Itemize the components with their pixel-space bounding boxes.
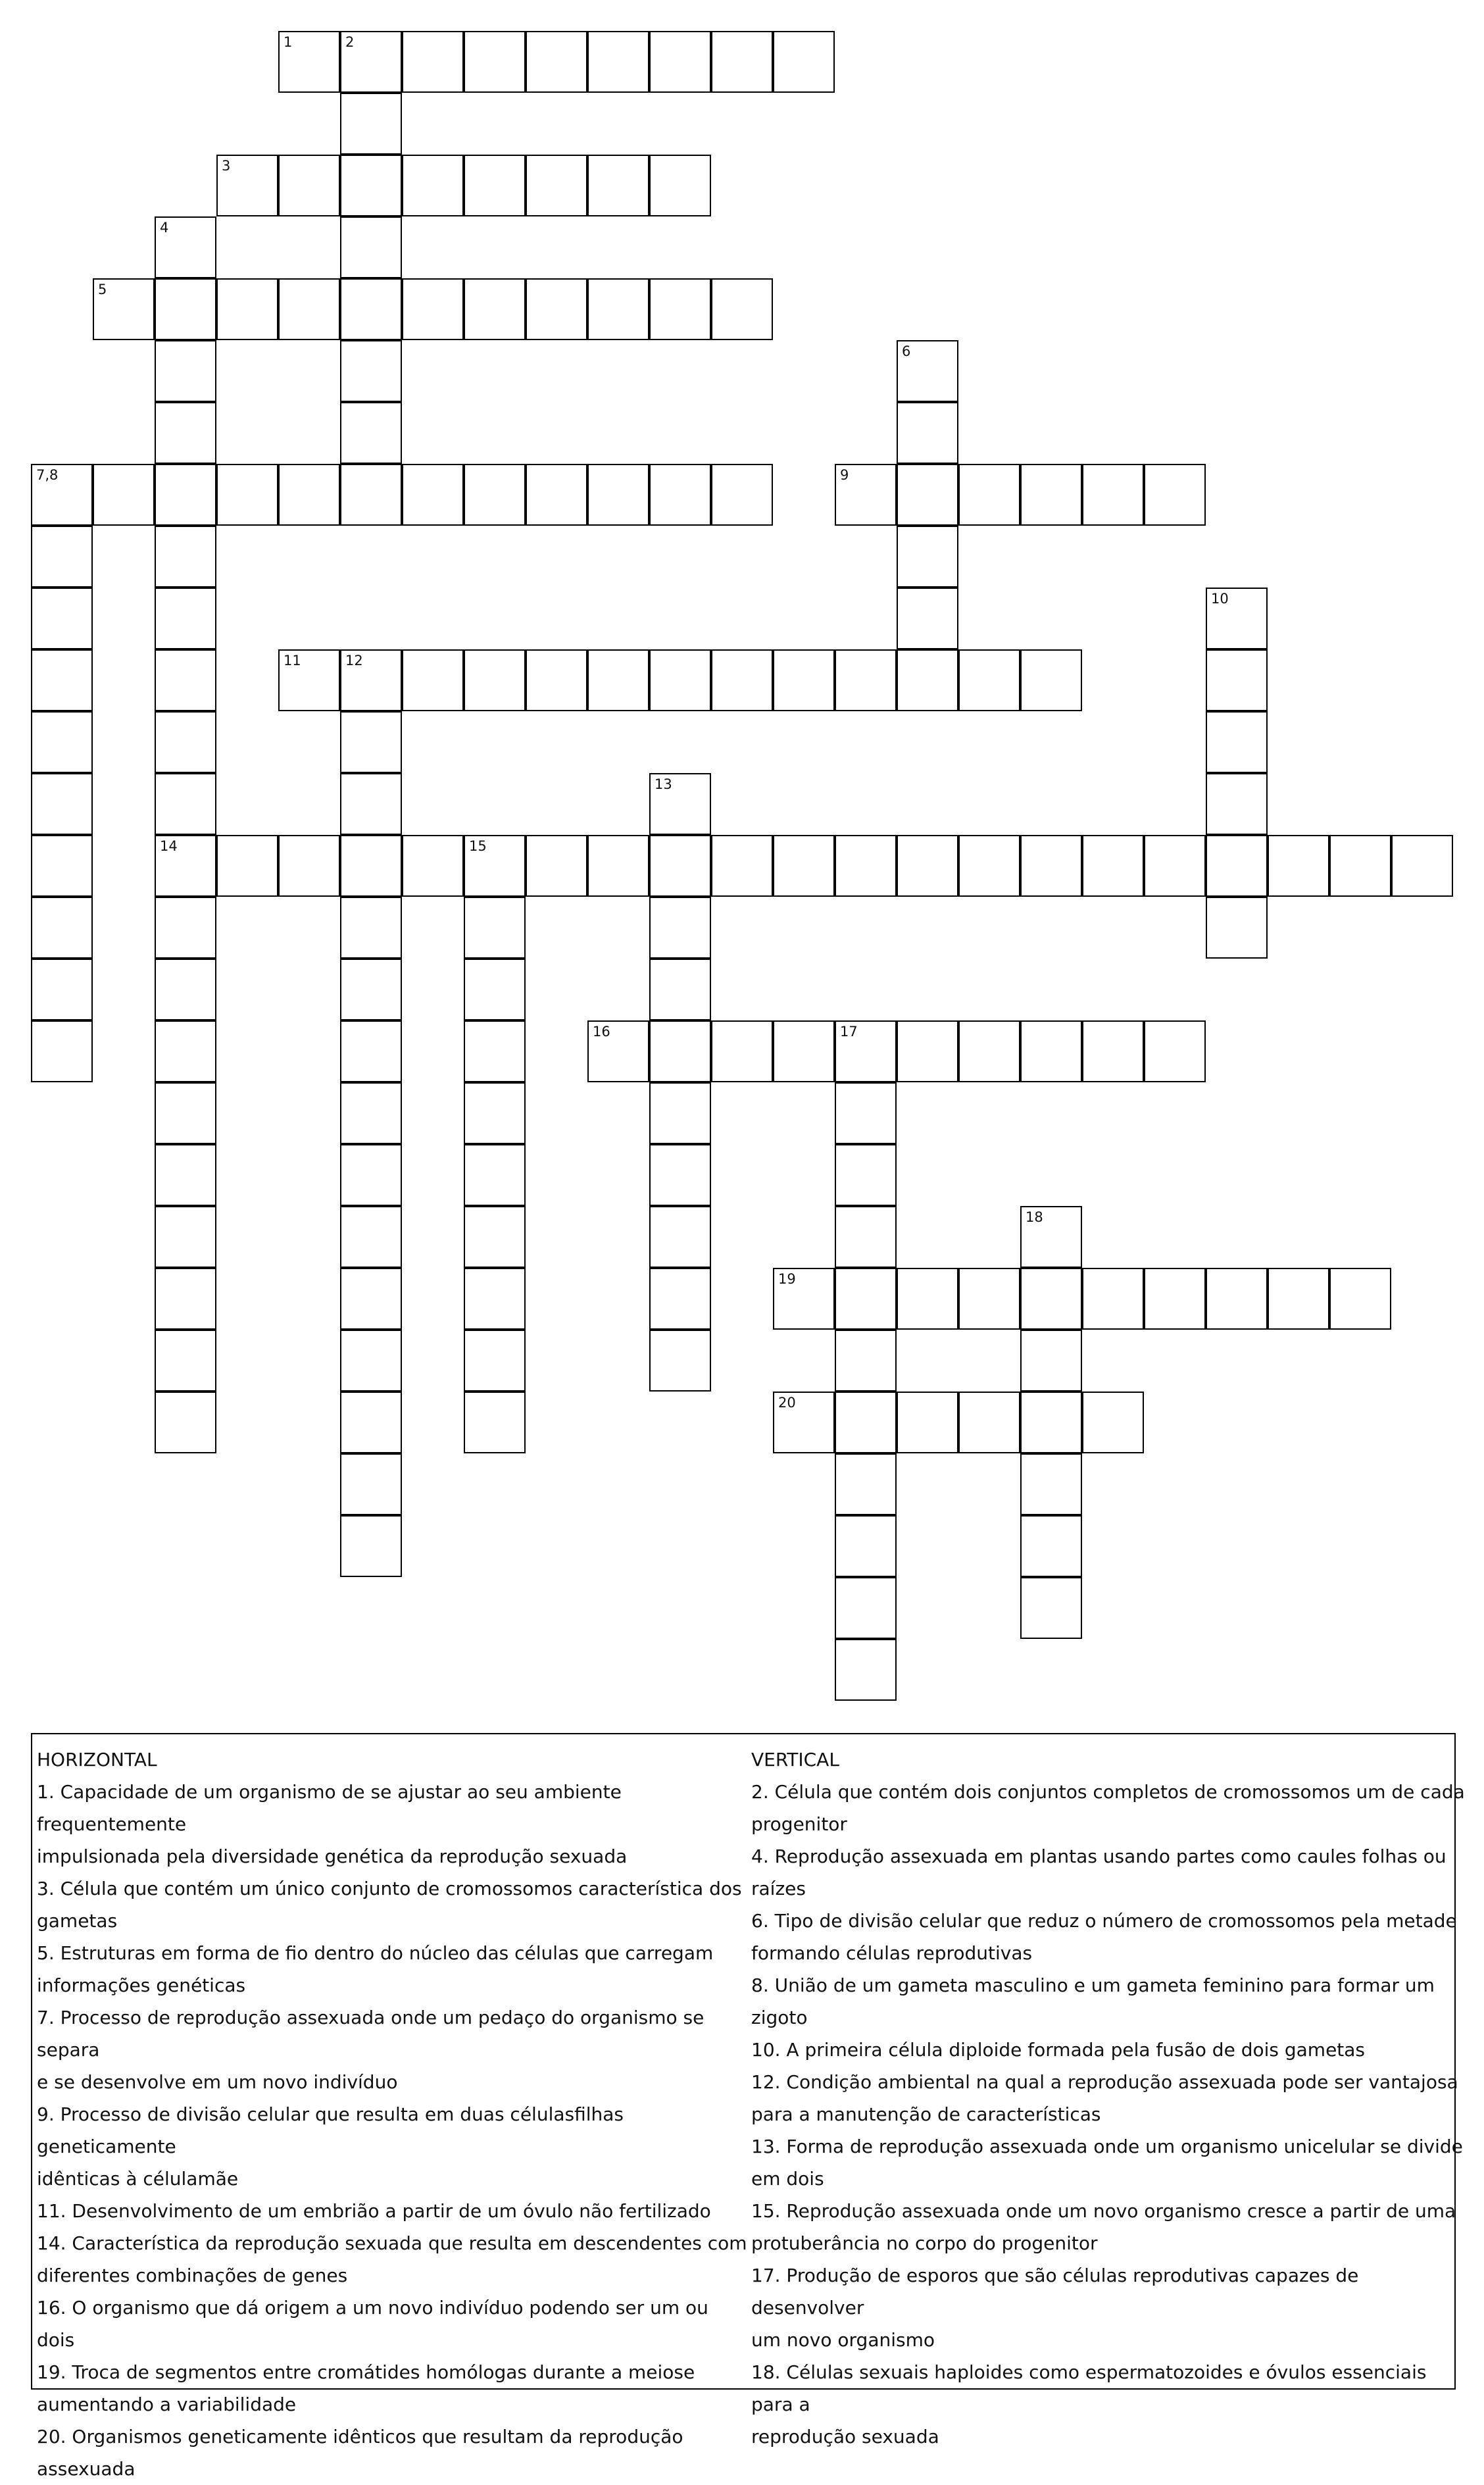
grid-cell[interactable] bbox=[464, 835, 526, 897]
clue-line: 10. A primeira célula diploide formada pela fusão de dois gametas bbox=[751, 2039, 1366, 2061]
grid-cell[interactable] bbox=[340, 959, 402, 1020]
clue-line: 12. Condição ambiental na qual a reprodução assexuada pode ser vantajosa bbox=[751, 2071, 1458, 2093]
clue-line: 13. Forma de reprodução assexuada onde um organismo unicelular se divide bbox=[751, 2136, 1463, 2157]
grid-cell[interactable] bbox=[897, 340, 958, 402]
clue-number: 16 bbox=[593, 1024, 610, 1040]
grid-cell[interactable] bbox=[31, 588, 93, 649]
grid-cell[interactable] bbox=[711, 464, 773, 526]
grid-cell[interactable] bbox=[835, 835, 897, 897]
grid-cell[interactable] bbox=[402, 464, 464, 526]
grid-cell[interactable] bbox=[1082, 1268, 1144, 1330]
grid-cell[interactable] bbox=[587, 835, 649, 897]
grid-cell[interactable] bbox=[216, 464, 278, 526]
grid-cell[interactable] bbox=[31, 711, 93, 773]
grid-cell[interactable] bbox=[1206, 773, 1268, 835]
grid-cell[interactable] bbox=[897, 1020, 958, 1082]
grid-cell[interactable] bbox=[958, 464, 1020, 526]
grid-cell[interactable] bbox=[1020, 649, 1082, 711]
grid-cell[interactable] bbox=[155, 464, 216, 526]
grid-cell[interactable] bbox=[31, 649, 93, 711]
grid-cell[interactable] bbox=[155, 526, 216, 588]
grid-cell[interactable] bbox=[31, 897, 93, 959]
grid-cell[interactable] bbox=[1020, 1020, 1082, 1082]
clue-number: 17 bbox=[840, 1024, 858, 1040]
grid-cell[interactable] bbox=[649, 835, 711, 897]
grid-cell[interactable] bbox=[1020, 1330, 1082, 1392]
grid-cell[interactable] bbox=[402, 31, 464, 93]
grid-cell[interactable] bbox=[340, 773, 402, 835]
grid-cell[interactable] bbox=[340, 1144, 402, 1206]
grid-cell[interactable] bbox=[835, 1515, 897, 1577]
clue-number: 18 bbox=[1026, 1209, 1043, 1225]
horizontal-clue-list bbox=[37, 1776, 751, 2485]
grid-cell[interactable] bbox=[958, 1020, 1020, 1082]
clue-line: protuberância no corpo do progenitor bbox=[751, 2232, 1098, 2254]
grid-cell[interactable] bbox=[340, 93, 402, 155]
grid-cell[interactable] bbox=[835, 1392, 897, 1453]
grid-cell[interactable] bbox=[340, 1515, 402, 1577]
clue-number: 14 bbox=[160, 838, 178, 854]
grid-cell[interactable] bbox=[464, 31, 526, 93]
grid-cell[interactable] bbox=[155, 773, 216, 835]
grid-cell[interactable] bbox=[1020, 1206, 1082, 1268]
grid-cell[interactable] bbox=[464, 1268, 526, 1330]
grid-cell[interactable] bbox=[1144, 835, 1206, 897]
grid-cell[interactable] bbox=[464, 464, 526, 526]
clue-line: idênticas à célulamãe bbox=[37, 2168, 239, 2190]
grid-cell[interactable] bbox=[958, 649, 1020, 711]
clue-number: 9 bbox=[840, 467, 849, 483]
clue-line: informações genéticas bbox=[37, 1974, 246, 1996]
grid-cell[interactable] bbox=[464, 897, 526, 959]
grid-cell[interactable] bbox=[464, 1020, 526, 1082]
clue-line: reprodução sexuada bbox=[751, 2426, 939, 2447]
clue-line: 2. Célula que contém dois conjuntos completos de cromossomos um de cada bbox=[751, 1781, 1465, 1803]
grid-cell[interactable] bbox=[958, 1268, 1020, 1330]
clue-line: 9. Processo de divisão celular que resulta em duas célulasfilhas geneticamente bbox=[37, 2103, 624, 2157]
grid-cell[interactable] bbox=[155, 1020, 216, 1082]
grid-cell[interactable] bbox=[1144, 1268, 1206, 1330]
clue-number: 13 bbox=[655, 776, 672, 792]
grid-cell[interactable] bbox=[1020, 1453, 1082, 1515]
clue-line: em dois bbox=[751, 2168, 824, 2190]
grid-cell[interactable] bbox=[649, 649, 711, 711]
grid-cell[interactable] bbox=[526, 31, 587, 93]
grid-cell[interactable] bbox=[958, 835, 1020, 897]
grid-cell[interactable] bbox=[402, 278, 464, 340]
grid-cell[interactable] bbox=[31, 959, 93, 1020]
grid-cell[interactable] bbox=[711, 649, 773, 711]
grid-cell[interactable] bbox=[835, 1330, 897, 1392]
grid-cell[interactable] bbox=[464, 1206, 526, 1268]
clue-number: 6 bbox=[902, 343, 911, 359]
clue-line: um novo organismo bbox=[751, 2329, 935, 2351]
grid-cell[interactable] bbox=[897, 835, 958, 897]
grid-cell[interactable] bbox=[587, 31, 649, 93]
grid-cell[interactable] bbox=[773, 649, 835, 711]
grid-cell[interactable] bbox=[526, 155, 587, 216]
grid-cell[interactable] bbox=[340, 402, 402, 464]
grid-cell[interactable] bbox=[587, 649, 649, 711]
grid-cell[interactable] bbox=[1082, 835, 1144, 897]
grid-cell[interactable] bbox=[278, 464, 340, 526]
clue-number: 1 bbox=[284, 34, 293, 50]
grid-cell[interactable] bbox=[773, 31, 835, 93]
grid-cell[interactable] bbox=[1020, 1392, 1082, 1453]
grid-cell[interactable] bbox=[649, 1082, 711, 1144]
grid-cell[interactable] bbox=[897, 526, 958, 588]
grid-cell[interactable] bbox=[278, 835, 340, 897]
grid-cell[interactable] bbox=[464, 1082, 526, 1144]
grid-cell[interactable] bbox=[1020, 1268, 1082, 1330]
clue-line: 4. Reprodução assexuada em plantas usando partes como caules folhas ou bbox=[751, 1845, 1447, 1867]
grid-cell[interactable] bbox=[464, 1392, 526, 1453]
clue-line: 7. Processo de reprodução assexuada onde um pedaço do organismo se separa bbox=[37, 2007, 705, 2061]
vertical-clue-list bbox=[751, 1776, 1465, 2453]
clue-line: 8. União de um gameta masculino e um gameta feminino para formar um zigoto bbox=[751, 1974, 1435, 2028]
clues-box bbox=[31, 1733, 1465, 2480]
grid-cell[interactable] bbox=[649, 31, 711, 93]
grid-cell[interactable] bbox=[1206, 711, 1268, 773]
grid-cell[interactable] bbox=[835, 649, 897, 711]
grid-cell[interactable] bbox=[711, 1020, 773, 1082]
grid-cell[interactable] bbox=[1268, 1268, 1329, 1330]
clue-line: assexuada bbox=[37, 2458, 136, 2480]
grid-cell[interactable] bbox=[155, 959, 216, 1020]
grid-cell[interactable] bbox=[155, 1082, 216, 1144]
grid-cell[interactable] bbox=[1268, 835, 1329, 897]
clue-line: 15. Reprodução assexuada onde um novo organismo cresce a partir de uma bbox=[751, 2200, 1456, 2222]
horizontal-heading: HORIZONTAL bbox=[37, 1749, 157, 1770]
grid-cell[interactable] bbox=[155, 216, 216, 278]
grid-cell[interactable] bbox=[31, 773, 93, 835]
vertical-clues bbox=[751, 1744, 1465, 2453]
grid-cell[interactable] bbox=[1020, 1515, 1082, 1577]
clue-line: progenitor bbox=[751, 1813, 847, 1835]
grid-cell[interactable] bbox=[340, 1206, 402, 1268]
vertical-heading: VERTICAL bbox=[751, 1749, 839, 1770]
grid-cell[interactable] bbox=[1206, 897, 1268, 959]
grid-cell[interactable] bbox=[402, 649, 464, 711]
grid-cell[interactable] bbox=[1391, 835, 1453, 897]
grid-cell[interactable] bbox=[464, 1144, 526, 1206]
clue-line: impulsionada pela diversidade genética da reprodução sexuada bbox=[37, 1845, 628, 1867]
grid-cell[interactable] bbox=[1082, 1020, 1144, 1082]
grid-cell[interactable] bbox=[835, 1082, 897, 1144]
clue-line: 20. Organismos geneticamente idênticos que resultam da reprodução bbox=[37, 2426, 683, 2447]
grid-cell[interactable] bbox=[340, 1330, 402, 1392]
clue-line: 6. Tipo de divisão celular que reduz o número de cromossomos pela metade bbox=[751, 1910, 1457, 1932]
grid-cell[interactable] bbox=[587, 155, 649, 216]
grid-cell[interactable] bbox=[773, 1268, 835, 1330]
clue-number: 5 bbox=[98, 282, 107, 297]
grid-cell[interactable] bbox=[155, 1206, 216, 1268]
grid-cell[interactable] bbox=[1020, 464, 1082, 526]
clue-number: 20 bbox=[778, 1395, 796, 1411]
clue-line: 11. Desenvolvimento de um embrião a partir de um óvulo não fertilizado bbox=[37, 2200, 711, 2222]
grid-cell[interactable] bbox=[649, 959, 711, 1020]
grid-cell[interactable] bbox=[340, 464, 402, 526]
clue-number: 3 bbox=[222, 158, 231, 174]
grid-cell[interactable] bbox=[835, 464, 897, 526]
grid-cell[interactable] bbox=[340, 711, 402, 773]
grid-cell[interactable] bbox=[649, 897, 711, 959]
grid-cell[interactable] bbox=[464, 155, 526, 216]
grid-cell[interactable] bbox=[1020, 1577, 1082, 1639]
grid-cell[interactable] bbox=[835, 1020, 897, 1082]
grid-cell[interactable] bbox=[835, 1268, 897, 1330]
grid-cell[interactable] bbox=[340, 155, 402, 216]
grid-cell[interactable] bbox=[1082, 1392, 1144, 1453]
grid-cell[interactable] bbox=[897, 464, 958, 526]
clue-line: 3. Célula que contém um único conjunto de cromossomos característica dos bbox=[37, 1878, 742, 1899]
grid-cell[interactable] bbox=[216, 278, 278, 340]
clue-line: para a manutenção de características bbox=[751, 2103, 1101, 2125]
grid-cell[interactable] bbox=[835, 1453, 897, 1515]
grid-cell[interactable] bbox=[278, 31, 340, 93]
grid-cell[interactable] bbox=[340, 1020, 402, 1082]
grid-cell[interactable] bbox=[649, 278, 711, 340]
grid-cell[interactable] bbox=[897, 1268, 958, 1330]
grid-cell[interactable] bbox=[93, 278, 155, 340]
grid-cell[interactable] bbox=[464, 649, 526, 711]
grid-cell[interactable] bbox=[340, 278, 402, 340]
grid-cell[interactable] bbox=[711, 278, 773, 340]
grid-cell[interactable] bbox=[31, 835, 93, 897]
grid-cell[interactable] bbox=[216, 835, 278, 897]
clue-line: gametas bbox=[37, 1910, 118, 1932]
grid-cell[interactable] bbox=[526, 464, 587, 526]
grid-cell[interactable] bbox=[773, 1392, 835, 1453]
grid-cell[interactable] bbox=[402, 835, 464, 897]
grid-cell[interactable] bbox=[31, 464, 93, 526]
grid-cell[interactable] bbox=[649, 155, 711, 216]
grid-cell[interactable] bbox=[1144, 464, 1206, 526]
grid-cell[interactable] bbox=[155, 1330, 216, 1392]
grid-cell[interactable] bbox=[340, 897, 402, 959]
grid-cell[interactable] bbox=[155, 402, 216, 464]
grid-cell[interactable] bbox=[711, 835, 773, 897]
clue-line: aumentando a variabilidade bbox=[37, 2394, 297, 2415]
horizontal-clues bbox=[37, 1744, 751, 2485]
grid-cell[interactable] bbox=[897, 402, 958, 464]
grid-cell[interactable] bbox=[464, 278, 526, 340]
clue-line: 18. Células sexuais haploides como espermatozoides e óvulos essenciais para a bbox=[751, 2361, 1427, 2415]
grid-cell[interactable] bbox=[526, 835, 587, 897]
grid-cell[interactable] bbox=[216, 155, 278, 216]
grid-cell[interactable] bbox=[340, 340, 402, 402]
grid-cell[interactable] bbox=[1020, 835, 1082, 897]
grid-cell[interactable] bbox=[1329, 1268, 1391, 1330]
grid-cell[interactable] bbox=[773, 835, 835, 897]
grid-cell[interactable] bbox=[278, 278, 340, 340]
grid-cell[interactable] bbox=[1206, 835, 1268, 897]
grid-cell[interactable] bbox=[649, 1144, 711, 1206]
clue-line: 19. Troca de segmentos entre cromátides homólogas durante a meiose bbox=[37, 2361, 695, 2383]
grid-cell[interactable] bbox=[155, 340, 216, 402]
clue-line: 16. O organismo que dá origem a um novo indivíduo podendo ser um ou dois bbox=[37, 2297, 708, 2351]
grid-cell[interactable] bbox=[340, 649, 402, 711]
clue-number: 2 bbox=[345, 34, 355, 50]
grid-cell[interactable] bbox=[340, 31, 402, 93]
grid-cell[interactable] bbox=[1082, 464, 1144, 526]
grid-cell[interactable] bbox=[1206, 588, 1268, 649]
grid-cell[interactable] bbox=[587, 278, 649, 340]
grid-cell[interactable] bbox=[340, 1268, 402, 1330]
grid-cell[interactable] bbox=[897, 588, 958, 649]
grid-cell[interactable] bbox=[897, 1392, 958, 1453]
grid-cell[interactable] bbox=[402, 155, 464, 216]
clue-line: e se desenvolve em um novo indivíduo bbox=[37, 2071, 398, 2093]
grid-cell[interactable] bbox=[835, 1639, 897, 1701]
grid-cell[interactable] bbox=[1206, 649, 1268, 711]
grid-cell[interactable] bbox=[649, 1268, 711, 1330]
grid-cell[interactable] bbox=[711, 31, 773, 93]
grid-cell[interactable] bbox=[526, 278, 587, 340]
clue-number: 11 bbox=[284, 653, 301, 668]
clue-number: 12 bbox=[345, 653, 363, 668]
grid-cell[interactable] bbox=[958, 1392, 1020, 1453]
clue-number: 10 bbox=[1211, 591, 1229, 607]
grid-cell[interactable] bbox=[773, 1020, 835, 1082]
grid-cell[interactable] bbox=[897, 649, 958, 711]
clue-line: 1. Capacidade de um organismo de se ajustar ao seu ambiente frequentemente bbox=[37, 1781, 622, 1835]
grid-cell[interactable] bbox=[1206, 1268, 1268, 1330]
grid-cell[interactable] bbox=[649, 464, 711, 526]
grid-cell[interactable] bbox=[587, 464, 649, 526]
grid-cell[interactable] bbox=[340, 1453, 402, 1515]
grid-cell[interactable] bbox=[155, 835, 216, 897]
grid-cell[interactable] bbox=[340, 216, 402, 278]
grid-cell[interactable] bbox=[464, 959, 526, 1020]
clue-number: 4 bbox=[160, 220, 169, 236]
grid-cell[interactable] bbox=[31, 1020, 93, 1082]
grid-cell[interactable] bbox=[155, 588, 216, 649]
clue-number: 7,8 bbox=[36, 467, 59, 483]
grid-cell[interactable] bbox=[649, 1330, 711, 1392]
grid-cell[interactable] bbox=[526, 649, 587, 711]
grid-cell[interactable] bbox=[649, 773, 711, 835]
grid-cell[interactable] bbox=[835, 1577, 897, 1639]
clue-line: 14. Característica da reprodução sexuada que resulta em descendentes com bbox=[37, 2232, 747, 2254]
grid-cell[interactable] bbox=[93, 464, 155, 526]
grid-cell[interactable] bbox=[340, 835, 402, 897]
grid-cell[interactable] bbox=[155, 1144, 216, 1206]
clue-line: raízes bbox=[751, 1878, 806, 1899]
clue-number: 19 bbox=[778, 1271, 796, 1287]
clue-line: diferentes combinações de genes bbox=[37, 2265, 348, 2286]
grid-cell[interactable] bbox=[1144, 1020, 1206, 1082]
clue-line: formando células reprodutivas bbox=[751, 1942, 1033, 1964]
grid-cell[interactable] bbox=[278, 649, 340, 711]
grid-cell[interactable] bbox=[835, 1144, 897, 1206]
grid-cell[interactable] bbox=[464, 1330, 526, 1392]
clue-line: 17. Produção de esporos que são células reprodutivas capazes de desenvolver bbox=[751, 2265, 1359, 2319]
grid-cell[interactable] bbox=[155, 897, 216, 959]
grid-cell[interactable] bbox=[155, 278, 216, 340]
grid-cell[interactable] bbox=[835, 1206, 897, 1268]
grid-cell[interactable] bbox=[155, 1268, 216, 1330]
grid-cell[interactable] bbox=[587, 1020, 649, 1082]
clue-line: 5. Estruturas em forma de fio dentro do núcleo das células que carregam bbox=[37, 1942, 714, 1964]
grid-cell[interactable] bbox=[155, 1392, 216, 1453]
grid-cell[interactable] bbox=[278, 155, 340, 216]
grid-cell[interactable] bbox=[1329, 835, 1391, 897]
grid-cell[interactable] bbox=[340, 1392, 402, 1453]
grid-cell[interactable] bbox=[31, 526, 93, 588]
grid-cell[interactable] bbox=[155, 649, 216, 711]
grid-cell[interactable] bbox=[155, 711, 216, 773]
grid-cell[interactable] bbox=[649, 1020, 711, 1082]
grid-cell[interactable] bbox=[649, 1206, 711, 1268]
grid-cell[interactable] bbox=[340, 1082, 402, 1144]
clue-number: 15 bbox=[469, 838, 487, 854]
